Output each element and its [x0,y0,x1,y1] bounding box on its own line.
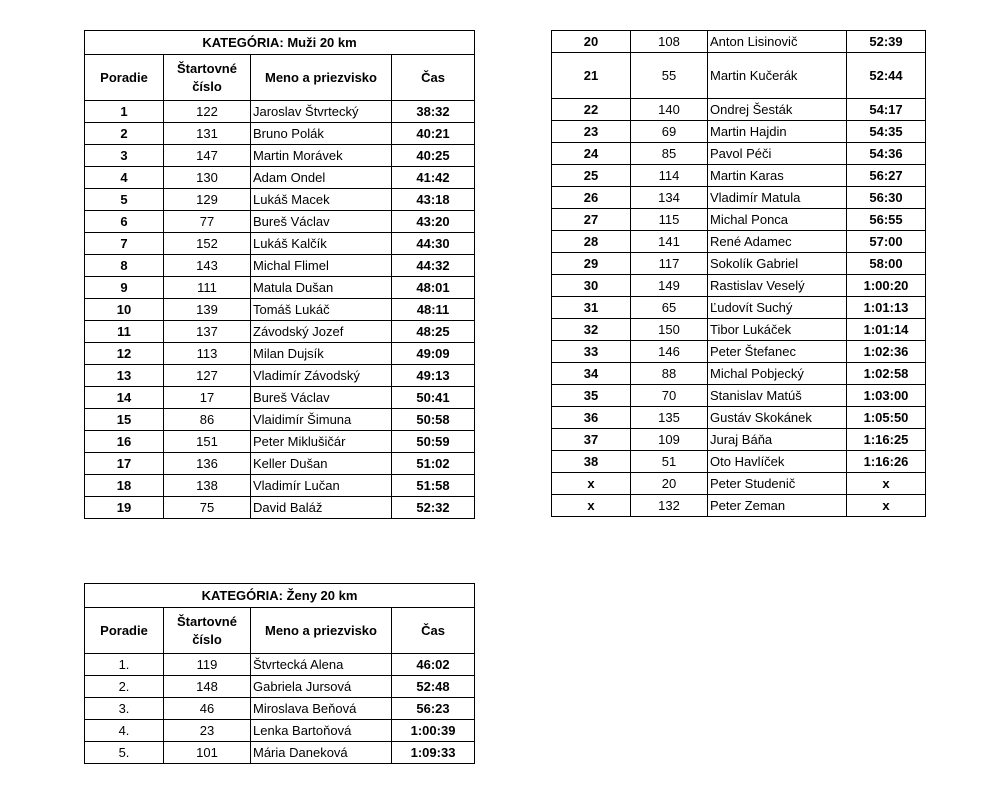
time-header: Čas [392,55,475,101]
rank-cell: 26 [552,187,631,209]
rank-cell: 22 [552,99,631,121]
time-cell: 1:00:20 [847,275,926,297]
name-cell: Tibor Lukáček [708,319,847,341]
name-cell: Peter Studenič [708,473,847,495]
rank-header: Poradie [85,608,164,654]
table-row [552,319,926,341]
bib-header: Štartovné číslo [164,55,251,101]
table-row [552,99,926,121]
time-cell: 38:32 [392,101,475,123]
bib-cell: 51 [631,451,708,473]
table-row [552,495,926,517]
name-cell: David Baláž [251,497,392,519]
name-cell: Adam Ondel [251,167,392,189]
bib-cell: 149 [631,275,708,297]
bib-cell: 75 [164,497,251,519]
name-cell: Sokolík Gabriel [708,253,847,275]
category-title: KATEGÓRIA: Ženy 20 km [85,584,475,608]
time-cell: 48:25 [392,321,475,343]
time-cell: 50:41 [392,387,475,409]
time-cell: 44:30 [392,233,475,255]
rank-cell: 34 [552,363,631,385]
table-row [85,101,475,123]
name-cell: Anton Lisinovič [708,31,847,53]
bib-cell: 122 [164,101,251,123]
name-cell: Bruno Polák [251,123,392,145]
rank-cell: 9 [85,277,164,299]
bib-cell: 148 [164,676,251,698]
bib-cell: 152 [164,233,251,255]
table-row [85,321,475,343]
table-row [85,233,475,255]
name-cell: Peter Štefanec [708,341,847,363]
bib-cell: 132 [631,495,708,517]
time-cell: 1:01:13 [847,297,926,319]
rank-cell: 25 [552,165,631,187]
rank-cell: x [552,495,631,517]
table-row [85,453,475,475]
table-row [552,53,926,99]
name-cell: Vladimír Matula [708,187,847,209]
bib-cell: 137 [164,321,251,343]
name-cell: Lukáš Kalčík [251,233,392,255]
rank-cell: 7 [85,233,164,255]
time-cell: 43:20 [392,211,475,233]
time-cell: 50:59 [392,431,475,453]
rank-cell: 15 [85,409,164,431]
table-row [85,654,475,676]
bib-cell: 130 [164,167,251,189]
time-cell: 40:21 [392,123,475,145]
bib-cell: 150 [631,319,708,341]
name-cell: Michal Ponca [708,209,847,231]
time-cell: 49:09 [392,343,475,365]
rank-cell: 10 [85,299,164,321]
table-row [85,167,475,189]
bib-cell: 65 [631,297,708,319]
bib-cell: 139 [164,299,251,321]
bib-cell: 20 [631,473,708,495]
women-body [85,654,475,764]
table-row [85,720,475,742]
name-cell: Stanislav Matúš [708,385,847,407]
name-cell: Peter Miklušičár [251,431,392,453]
time-cell: 48:01 [392,277,475,299]
name-cell: Vladimír Lučan [251,475,392,497]
bib-cell: 143 [164,255,251,277]
table-row [85,365,475,387]
category-header-row [85,584,475,608]
time-cell: 48:11 [392,299,475,321]
time-cell: 56:30 [847,187,926,209]
bib-cell: 141 [631,231,708,253]
bib-cell: 113 [164,343,251,365]
name-cell: Tomáš Lukáč [251,299,392,321]
table-row [552,429,926,451]
rank-cell: 19 [85,497,164,519]
time-cell: 52:44 [847,53,926,99]
time-cell: 57:00 [847,231,926,253]
bib-cell: 69 [631,121,708,143]
name-cell: Michal Pobjecký [708,363,847,385]
rank-cell: 5 [85,189,164,211]
bib-cell: 101 [164,742,251,764]
bib-cell: 138 [164,475,251,497]
name-cell: Martin Morávek [251,145,392,167]
bib-cell: 86 [164,409,251,431]
name-cell: Závodský Jozef [251,321,392,343]
bib-cell: 117 [631,253,708,275]
rank-cell: 35 [552,385,631,407]
rank-cell: 29 [552,253,631,275]
bib-header: Štartovné číslo [164,608,251,654]
time-cell: 52:39 [847,31,926,53]
rank-cell: 24 [552,143,631,165]
bib-cell: 108 [631,31,708,53]
bib-cell: 119 [164,654,251,676]
time-cell: 40:25 [392,145,475,167]
rank-cell: 31 [552,297,631,319]
bib-cell: 135 [631,407,708,429]
bib-cell: 17 [164,387,251,409]
bib-cell: 114 [631,165,708,187]
name-cell: Pavol Péči [708,143,847,165]
bib-cell: 129 [164,189,251,211]
table-row [85,145,475,167]
rank-cell: 3. [85,698,164,720]
time-cell: 51:58 [392,475,475,497]
bib-cell: 146 [631,341,708,363]
table-row [552,31,926,53]
table-row [85,189,475,211]
rank-cell: 2 [85,123,164,145]
time-cell: 56:27 [847,165,926,187]
table-row [85,698,475,720]
table-row [552,187,926,209]
time-cell: 44:32 [392,255,475,277]
time-header: Čas [392,608,475,654]
time-cell: 54:17 [847,99,926,121]
table-row [85,343,475,365]
bib-cell: 88 [631,363,708,385]
table-row [85,123,475,145]
time-cell: 56:55 [847,209,926,231]
women-results-table [84,583,475,764]
name-cell: Michal Flimel [251,255,392,277]
name-cell: Rastislav Veselý [708,275,847,297]
name-cell: Ondrej Šesták [708,99,847,121]
name-cell: Mária Daneková [251,742,392,764]
name-header: Meno a priezvisko [251,55,392,101]
bib-cell: 136 [164,453,251,475]
bib-cell: 55 [631,53,708,99]
table-row [552,165,926,187]
name-cell: Martin Karas [708,165,847,187]
table-row [85,409,475,431]
time-cell: 41:42 [392,167,475,189]
table-row [552,253,926,275]
name-cell: Keller Dušan [251,453,392,475]
rank-cell: 4 [85,167,164,189]
time-cell: 46:02 [392,654,475,676]
table-row [85,676,475,698]
name-cell: Milan Dujsík [251,343,392,365]
column-header-row [85,608,475,654]
bib-cell: 147 [164,145,251,167]
name-cell: Lenka Bartoňová [251,720,392,742]
bib-cell: 46 [164,698,251,720]
rank-cell: 8 [85,255,164,277]
bib-cell: 109 [631,429,708,451]
name-cell: Juraj Báňa [708,429,847,451]
rank-cell: x [552,473,631,495]
rank-cell: 28 [552,231,631,253]
rank-cell: 18 [85,475,164,497]
bib-cell: 111 [164,277,251,299]
time-cell: 43:18 [392,189,475,211]
table-row [85,255,475,277]
time-cell: 1:00:39 [392,720,475,742]
men-results-table-right [551,30,926,517]
rank-cell: 37 [552,429,631,451]
column-header-row [85,55,475,101]
rank-cell: 30 [552,275,631,297]
rank-cell: 1 [85,101,164,123]
time-cell: 1:02:58 [847,363,926,385]
table-row [552,121,926,143]
rank-cell: 20 [552,31,631,53]
bib-cell: 23 [164,720,251,742]
name-cell: Miroslava Beňová [251,698,392,720]
time-cell: 49:13 [392,365,475,387]
table-row [85,742,475,764]
table-row [85,497,475,519]
table-row [85,475,475,497]
time-cell: 54:36 [847,143,926,165]
bib-cell: 151 [164,431,251,453]
category-title: KATEGÓRIA: Muži 20 km [85,31,475,55]
rank-cell: 12 [85,343,164,365]
name-cell: Vladimír Závodský [251,365,392,387]
table-row [85,431,475,453]
rank-cell: 13 [85,365,164,387]
rank-cell: 1. [85,654,164,676]
name-cell: Matula Dušan [251,277,392,299]
bib-cell: 70 [631,385,708,407]
table-row [552,341,926,363]
time-cell: 52:48 [392,676,475,698]
time-cell: 58:00 [847,253,926,275]
rank-cell: 14 [85,387,164,409]
name-cell: Martin Kučerák [708,53,847,99]
time-cell: x [847,473,926,495]
table-row [85,211,475,233]
time-cell: 54:35 [847,121,926,143]
table-row [552,275,926,297]
bib-cell: 85 [631,143,708,165]
table-row [85,387,475,409]
name-cell: Štvrtecká Alena [251,654,392,676]
name-cell: Oto Havlíček [708,451,847,473]
bib-cell: 115 [631,209,708,231]
time-cell: 1:16:26 [847,451,926,473]
rank-cell: 2. [85,676,164,698]
rank-cell: 17 [85,453,164,475]
name-cell: Vlaidimír Šimuna [251,409,392,431]
time-cell: 51:02 [392,453,475,475]
rank-cell: 4. [85,720,164,742]
rank-cell: 23 [552,121,631,143]
bib-cell: 77 [164,211,251,233]
rank-cell: 36 [552,407,631,429]
men-results-table-left [84,30,475,519]
time-cell: 1:05:50 [847,407,926,429]
name-cell: Gabriela Jursová [251,676,392,698]
name-cell: Jaroslav Štvrtecký [251,101,392,123]
table-row [552,385,926,407]
name-cell: Gustáv Skokánek [708,407,847,429]
time-cell: 1:16:25 [847,429,926,451]
table-row [552,407,926,429]
time-cell: 1:02:36 [847,341,926,363]
time-cell: 1:03:00 [847,385,926,407]
rank-cell: 21 [552,53,631,99]
name-cell: Bureš Václav [251,387,392,409]
time-cell: 1:01:14 [847,319,926,341]
time-cell: 56:23 [392,698,475,720]
time-cell: x [847,495,926,517]
bib-cell: 140 [631,99,708,121]
name-cell: Martin Hajdin [708,121,847,143]
table-row [552,451,926,473]
table-row [552,143,926,165]
table-row [552,231,926,253]
table-row [552,209,926,231]
rank-header: Poradie [85,55,164,101]
bib-cell: 131 [164,123,251,145]
rank-cell: 33 [552,341,631,363]
rank-cell: 27 [552,209,631,231]
table-row [85,299,475,321]
men-left-body [85,101,475,519]
time-cell: 52:32 [392,497,475,519]
name-cell: Bureš Václav [251,211,392,233]
rank-cell: 16 [85,431,164,453]
table-row [552,297,926,319]
rank-cell: 38 [552,451,631,473]
name-header: Meno a priezvisko [251,608,392,654]
table-row [552,363,926,385]
bib-cell: 134 [631,187,708,209]
men-right-body [552,31,926,517]
category-header-row [85,31,475,55]
name-cell: René Adamec [708,231,847,253]
rank-cell: 5. [85,742,164,764]
time-cell: 1:09:33 [392,742,475,764]
name-cell: Ľudovít Suchý [708,297,847,319]
time-cell: 50:58 [392,409,475,431]
bib-cell: 127 [164,365,251,387]
name-cell: Peter Zeman [708,495,847,517]
name-cell: Lukáš Macek [251,189,392,211]
rank-cell: 32 [552,319,631,341]
rank-cell: 11 [85,321,164,343]
rank-cell: 3 [85,145,164,167]
rank-cell: 6 [85,211,164,233]
table-row [85,277,475,299]
table-row [552,473,926,495]
